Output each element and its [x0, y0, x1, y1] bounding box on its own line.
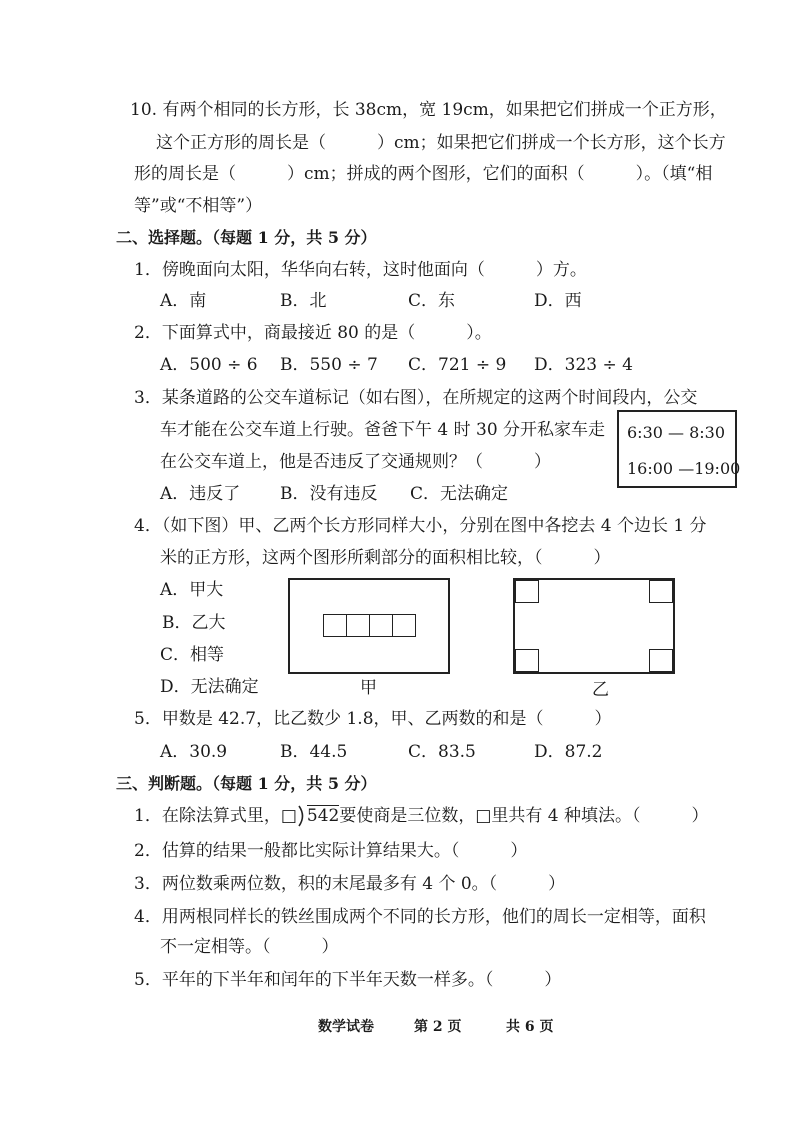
s2-q3-option-b: B．没有违反	[280, 484, 378, 504]
s2-q2-stem: 2．下面算式中，商最接近 80 的是（ ）。	[134, 323, 492, 343]
s3-q1-dividend: 542	[306, 806, 340, 826]
bus-lane-sign	[617, 410, 741, 488]
s2-q4-option-d: D．无法确定	[160, 677, 259, 697]
footer-subject: 数学试卷	[318, 1019, 374, 1035]
s2-q1-stem: 1．傍晚面向太阳，华华向右转，这时他面向（ ）方。	[134, 260, 587, 280]
division-bracket-icon	[297, 804, 307, 828]
s3-q5: 5．平年的下半年和闰年的下半年天数一样多。（ ）	[134, 970, 562, 990]
s2-q1-option-b: B．北	[280, 291, 327, 311]
s2-q3-line1: 3．某条道路的公交车道标记（如右图），在所规定的这两个时间段内，公交	[134, 388, 698, 408]
figure-yi-square-bottom-right	[649, 649, 673, 672]
s3-q4-line1: 4．用两根同样长的铁丝围成两个不同的长方形，他们的周长一定相等，面积	[134, 907, 706, 927]
s2-q5-option-a: A．30.9	[160, 742, 228, 762]
s2-q1-option-d: D．西	[534, 291, 582, 311]
s2-q1-option-a: A．南	[160, 291, 207, 311]
s3-q1-prefix: 1．在除法算式里，□	[134, 806, 297, 826]
s2-q3-option-a: A．违反了	[160, 484, 241, 504]
figure-jia-label: 甲	[360, 678, 377, 698]
s2-q4-option-a: A．甲大	[160, 580, 224, 600]
section2-title: 二、选择题。（每题 1 分，共 5 分）	[116, 228, 377, 247]
s3-q1-suffix: 要使商是三位数，□里共有 4 种填法。（ ）	[339, 806, 709, 826]
long-division-bracket	[297, 804, 339, 828]
figure-jia-rectangle	[288, 578, 450, 674]
s2-q5-option-c: C．83.5	[408, 742, 476, 762]
q10-line1: 10. 有两个相同的长方形，长 38cm，宽 19cm，如果把它们拼成一个正方形，	[130, 100, 727, 120]
s2-q4-line1: 4．（如下图）甲、乙两个长方形同样大小，分别在图中各挖去 4 个边长 1 分	[134, 516, 707, 536]
s2-q4-option-c: C．相等	[160, 645, 225, 665]
figure-jia-square-4	[392, 614, 416, 637]
s2-q5-option-b: B．44.5	[280, 742, 348, 762]
q10-line3: 形的周长是（ ）cm；拼成的两个图形，它们的面积（ ）。（填“相	[134, 164, 713, 184]
q10-line4: 等”或“不相等”）	[134, 196, 263, 216]
figure-yi-square-top-right	[649, 580, 673, 603]
sign-time-afternoon: 16:00 —19:00	[627, 459, 741, 478]
figure-yi-square-top-left	[515, 580, 539, 603]
s2-q3-line2: 车才能在公交车道上行驶。爸爸下午 4 时 30 分开私家车走	[160, 420, 606, 440]
s3-q1	[134, 804, 709, 828]
footer-page-number: 第 2 页	[414, 1019, 462, 1035]
s2-q5-stem: 5．甲数是 42.7，比乙数少 1.8，甲、乙两数的和是（ ）	[134, 709, 612, 729]
s3-q4-line2: 不一定相等。（ ）	[160, 937, 339, 957]
figure-jia-square-2	[346, 614, 370, 637]
footer-total-pages: 共 6 页	[506, 1019, 554, 1035]
figure-yi-label: 乙	[592, 680, 609, 700]
figure-jia-square-3	[369, 614, 393, 637]
figure-yi-rectangle	[513, 578, 675, 674]
s2-q5-option-d: D．87.2	[534, 742, 603, 762]
s2-q3-line3: 在公交车道上，他是否违反了交通规则？（ ）	[160, 452, 551, 472]
figure-yi-square-bottom-left	[515, 649, 539, 672]
s2-q1-option-c: C．东	[408, 291, 456, 311]
section3-title: 三、判断题。（每题 1 分，共 5 分）	[116, 774, 377, 793]
s3-q2: 2．估算的结果一般都比实际计算结果大。（ ）	[134, 841, 528, 861]
s2-q4-line2: 米的正方形，这两个图形所剩部分的面积相比较，（ ）	[160, 548, 611, 568]
s2-q2-option-a: A．500 ÷ 6	[160, 355, 258, 375]
s2-q2-option-c: C．721 ÷ 9	[408, 355, 507, 375]
s2-q2-option-d: D．323 ÷ 4	[534, 355, 633, 375]
s2-q3-option-c: C．无法确定	[410, 484, 509, 504]
s3-q3: 3．两位数乘两位数，积的末尾最多有 4 个 0。（ ）	[134, 874, 566, 894]
q10-line2: 这个正方形的周长是（ ）cm；如果把它们拼成一个长方形，这个长方	[156, 133, 726, 153]
s2-q4-option-b: B．乙大	[162, 613, 226, 633]
sign-time-morning: 6:30 — 8:30	[627, 423, 726, 442]
s2-q2-option-b: B．550 ÷ 7	[280, 355, 378, 375]
figure-jia-square-1	[323, 614, 347, 637]
